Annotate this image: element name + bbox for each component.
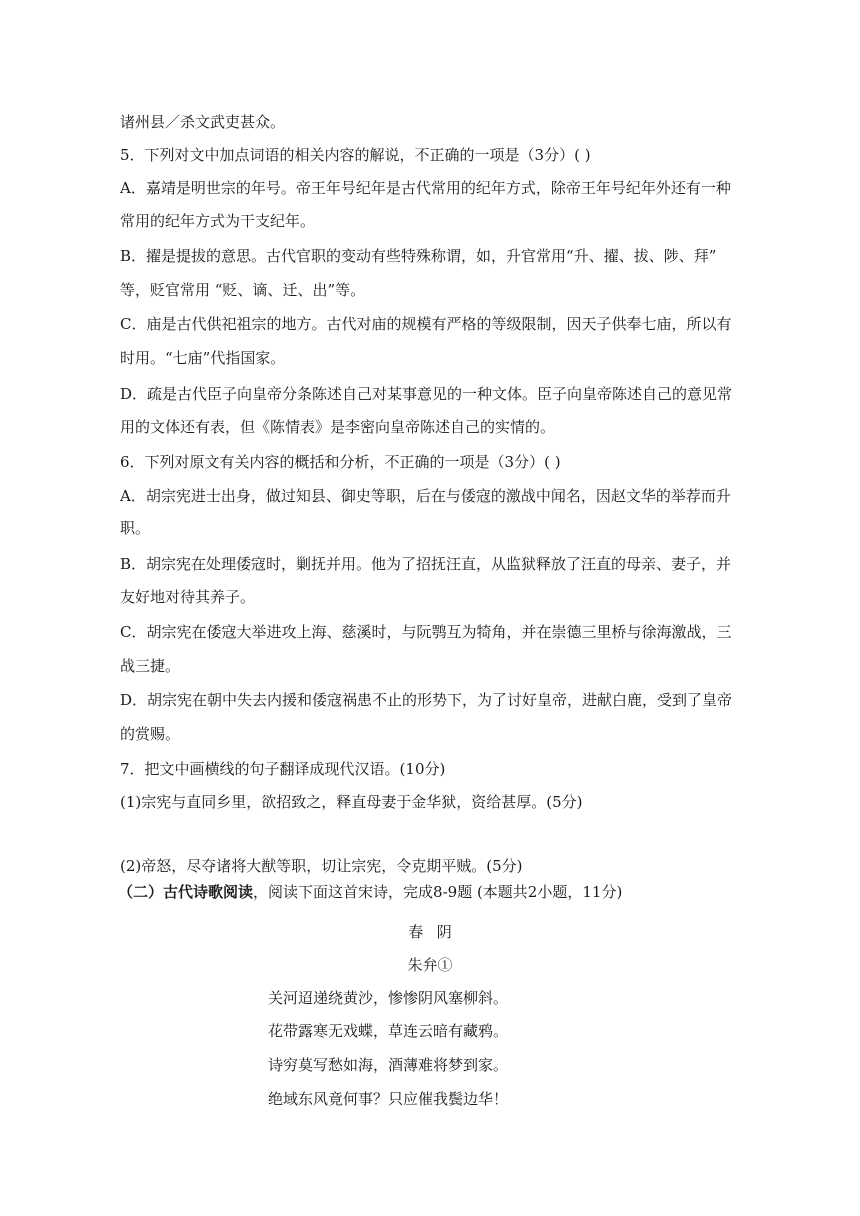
question-5: 5．下列对文中加点词语的相关内容的解说，不正确的一项是（3分）( )	[120, 146, 591, 164]
option-5a-line2: 常用的纪年方式为干支纪年。	[120, 212, 316, 230]
option-6d-line2: 的赏赐。	[120, 725, 181, 743]
poem-line-4: 绝域东风竟何事？只应催我鬓边华！	[268, 1090, 509, 1108]
poem-author: 朱弁①	[407, 956, 453, 974]
poem-title: 春阴	[408, 923, 466, 941]
poem-line-1: 关河迢递绕黄沙，惨惨阴风塞柳斜。	[268, 989, 509, 1007]
question-7: 7．把文中画横线的句子翻译成现代汉语。(10分)	[120, 760, 446, 778]
poem-line-2: 花带露寒无戏蝶，草连云暗有藏鸦。	[268, 1022, 509, 1040]
poem-line-3: 诗穷莫写愁如海，酒薄难将梦到家。	[268, 1056, 509, 1074]
option-6b-line1: B．胡宗宪在处理倭寇时，剿抚并用。他为了招抚汪直，从监狱释放了汪直的母亲、妻子，并	[120, 555, 732, 573]
option-5c-line1: C．庙是古代供祀祖宗的地方。古代对庙的规模有严格的等级限制，因天子供奉七庙，所以有	[120, 315, 732, 333]
text-line: 诸州县／杀文武吏甚众。	[120, 113, 286, 131]
option-6c-line1: C．胡宗宪在倭寇大举进攻上海、慈溪时，与阮鹗互为犄角，并在崇德三里桥与徐海激战，三	[120, 623, 732, 641]
question-7-sentence-2: (2)帝怒，尽夺诸将大猷等职，切让宗宪，令克期平贼。(5分)	[120, 857, 523, 875]
option-5d-line1: D．疏是古代臣子向皇帝分条陈述自己对某事意见的一种文体。臣子向皇帝陈述自己的意见常	[120, 385, 733, 403]
option-6a-line2: 职。	[120, 519, 151, 537]
section-2-title: 古代诗歌阅读	[163, 883, 254, 901]
option-6c-line2: 战三捷。	[120, 657, 181, 675]
option-5c-line2: 时用。“七庙”代指国家。	[120, 349, 286, 367]
option-5b-line2: 等，贬官常用 “贬、谪、迁、出”等。	[120, 281, 366, 299]
option-6b-line2: 友好地对待其养子。	[120, 588, 256, 606]
section-2-number: （二）	[118, 883, 164, 901]
option-5d-line2: 用的文体还有表，但《陈情表》是李密向皇帝陈述自己的实情的。	[120, 418, 556, 436]
option-6a-line1: A．胡宗宪进士出身，做过知县、御史等职，后在与倭寇的激战中闻名，因赵文华的举荐而升	[120, 487, 731, 505]
section-2-heading	[118, 882, 748, 902]
question-7-sentence-1: (1)宗宪与直同乡里，欲招致之，释直母妻于金华狱，资给甚厚。(5分)	[120, 793, 583, 811]
option-5a-line1: A．嘉靖是明世宗的年号。帝王年号纪年是古代常用的纪年方式，除帝王年号纪年外还有一种	[120, 179, 731, 197]
question-6: 6．下列对原文有关内容的概括和分析，不正确的一项是（3分）( )	[120, 453, 561, 471]
option-6d-line1: D．胡宗宪在朝中失去内援和倭寇祸患不止的形势下，为了讨好皇帝，进献白鹿，受到了皇帝	[120, 691, 733, 709]
section-2-instruction: ，阅读下面这首宋诗，完成8-9题 (本题共2小题，11分)	[253, 883, 623, 901]
option-5b-line1: B．擢是提拔的意思。古代官职的变动有些特殊称谓，如，升官常用“升、擢、拔、陟、拜”	[120, 247, 717, 265]
